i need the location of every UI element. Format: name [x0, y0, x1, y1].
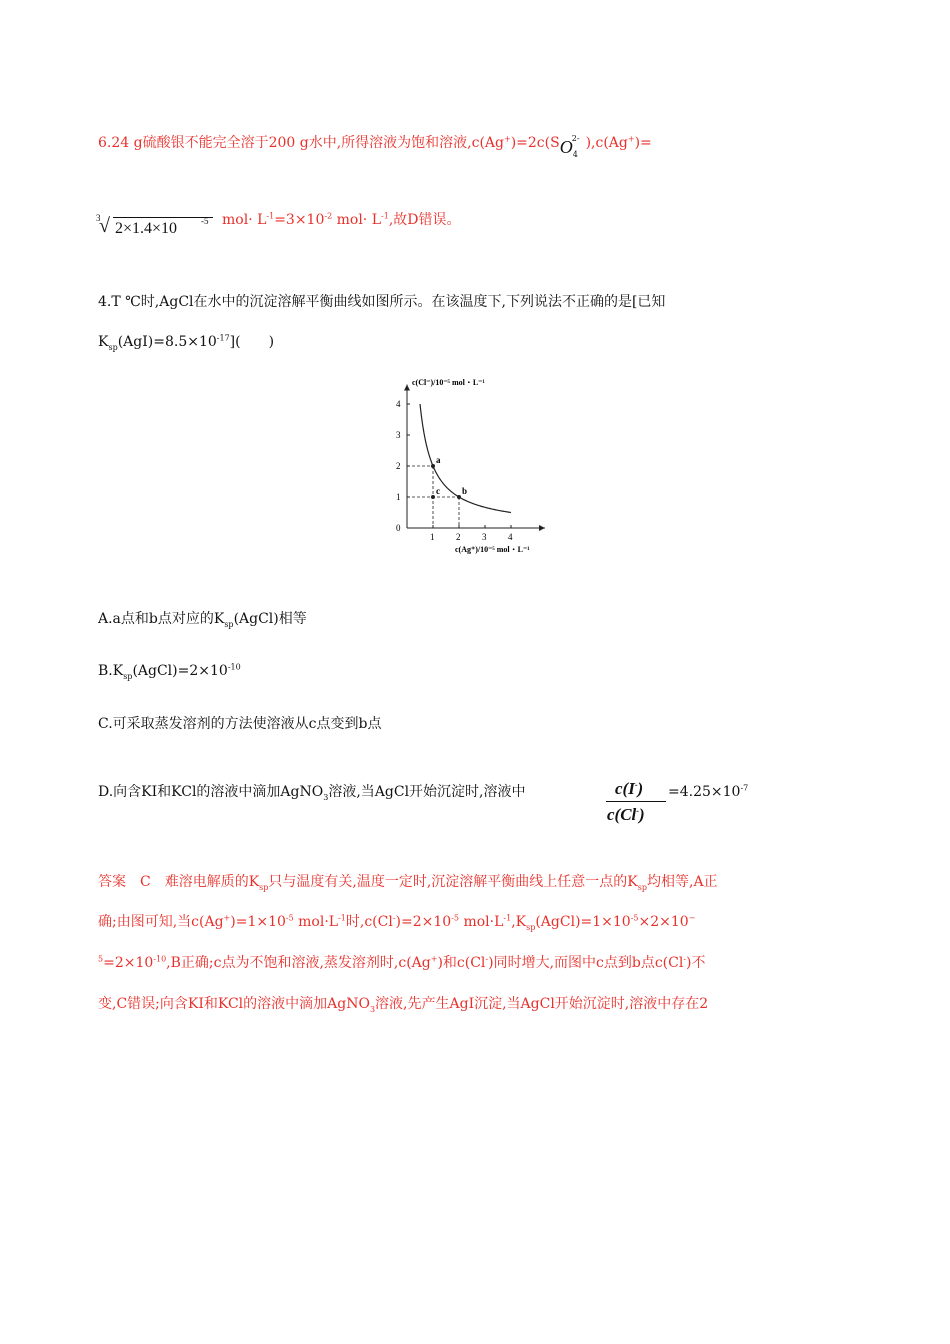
prev-answer-line-2: $mol\cdot L^{-1}=3\times 10^{-2}$ $mol\cdot L^{-1}$,故D错误。: [222, 211, 461, 228]
x-tick-label-3: 3: [482, 532, 487, 542]
point-label-a: a: [436, 455, 441, 465]
option-d-value: $=4.25\times 10^{-7}$: [668, 783, 749, 800]
point-c: [431, 495, 435, 499]
answer-line-2: 确;由图可知,当$c(Ag^+)=1\times 10^{-5}$ $mol\cdot L^{-1}$时$,c(Cl^-)=2\times 10^{-5}$ $mol\cdot L^{-1},K_{sp}(AgCl)=1\times 10^{-5}\times 2\times 10^-$: [98, 913, 696, 932]
x-axis-arrow: [539, 525, 545, 531]
prev-answer-line-1: 6.24 g硫酸银不能完全溶于200 g水中,所得溶液为饱和溶液$,c(Ag^+)=2c(SO_4^{2-}$ ),c(Ag+)=: [98, 134, 652, 159]
option-c: C.可采取蒸发溶剂的方法使溶液从c点变到b点: [98, 716, 382, 732]
y-axis-arrow: [404, 385, 410, 391]
point-a: [431, 464, 435, 468]
y-tick-label-3: 3: [396, 430, 401, 440]
question-stem-line-2: $K_{sp}(AgI)=8.5\times 10^{-17}$]( ): [98, 333, 275, 352]
point-b: [457, 495, 461, 499]
question-stem-line-1: 4.T ℃时,AgCl在水中的沉淀溶解平衡曲线如图所示。在该温度下,下列说法不正确的是[已知: [98, 294, 666, 310]
x-tick-label-4: 4: [508, 532, 513, 542]
option-d: D.向含KI和KCl的溶液中滴加AgNO$_3$溶液,当AgCl开始沉淀时,溶液中: [98, 784, 526, 802]
y-tick-label-4: 4: [396, 399, 401, 409]
x-axis-label: c(Ag⁺)/10⁻⁵ mol・L⁻¹: [455, 545, 530, 554]
option-a: A.a点和b点对应的$K_{sp}(AgCl)$相等: [98, 611, 307, 629]
solubility-equilibrium-chart: [385, 370, 565, 560]
x-tick-label-2: 2: [456, 532, 461, 542]
y-tick-label-2: 2: [396, 461, 401, 471]
point-label-c: c: [436, 486, 440, 496]
point-label-b: b: [462, 486, 468, 496]
y-tick-label-1: 1: [396, 492, 401, 502]
option-b: $B.K_{sp}(AgCl)=2\times 10^{-10}$: [98, 662, 241, 681]
y-axis-label: c(Cl⁻)/10⁻⁵ mol・L⁻¹: [412, 378, 485, 387]
answer-line-4: 变,C错误;向含KI和KCl的溶液中滴加AgNO$_3$溶液,先产生AgI沉淀,当AgCl开始沉淀时,溶液中存在2: [98, 996, 709, 1014]
answer-line-1: 答案 C 难溶电解质的$K_{sp}$只与温度有关,温度一定时,沉淀溶解平衡曲线上任意一点的$K_{sp}$均相等,A正: [98, 874, 718, 892]
x-tick-label-1: 1: [430, 532, 435, 542]
answer-line-3: $^5=2\times 10^{-10},B$正确;c点为不饱和溶液,蒸发溶剂时,c(Ag+)和c(Cl-)同时增大,而图中c点到b点c(Cl-)不: [98, 954, 706, 971]
origin-label: 0: [396, 523, 401, 533]
